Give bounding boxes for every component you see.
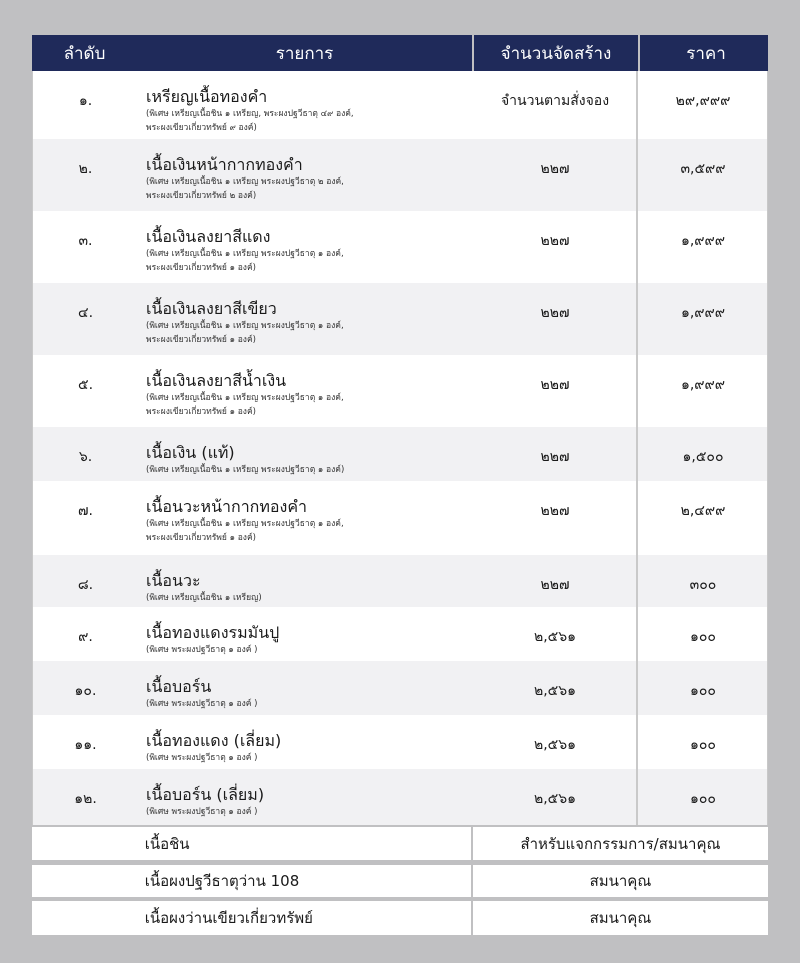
footer-row bbox=[32, 827, 768, 860]
item-note: (พิเศษ เหรียญเนื้อชิน ๑ เหรียญ พระผงปฐวีธาตุ ๑ องค์, bbox=[146, 321, 344, 331]
footer-item-value: สมนาคุณ bbox=[471, 865, 768, 897]
row-number: ๓. bbox=[78, 233, 93, 249]
row-item bbox=[138, 715, 473, 769]
item-name: เนื้อเงิน (แท้) bbox=[146, 443, 235, 462]
item-note: (พิเศษ เหรียญเนื้อชิน ๑ เหรียญ พระผงปฐวีธาตุ ๒ องค์, bbox=[146, 177, 344, 187]
item-note: พระผงเขียวเกี่ยวทรัพย์ ๑ องค์) bbox=[146, 533, 256, 543]
item-name: เนื้อบอร์น (เลี่ยม) bbox=[146, 785, 265, 804]
item-name: เนื้อนวะหน้ากากทองคำ bbox=[146, 497, 308, 516]
row-quantity: ๒๒๗ bbox=[540, 161, 570, 177]
row-quantity: จำนวนตามสั่งจอง bbox=[500, 93, 610, 109]
row-item bbox=[138, 427, 473, 481]
table-row bbox=[33, 355, 767, 427]
row-number: ๘. bbox=[77, 577, 94, 593]
header-quantity: จำนวนจัดสร้าง bbox=[472, 35, 638, 71]
item-note: พระผงเขียวเกี่ยวทรัพย์ ๑ องค์) bbox=[146, 407, 256, 417]
row-item bbox=[138, 283, 473, 355]
row-item bbox=[138, 355, 473, 427]
row-quantity: ๒,๕๖๑ bbox=[533, 629, 577, 645]
row-quantity: ๒๒๗ bbox=[540, 377, 570, 393]
table-row bbox=[33, 211, 767, 283]
row-price: ๑๐๐ bbox=[690, 629, 716, 645]
row-quantity: ๒,๕๖๑ bbox=[533, 683, 577, 699]
item-note: (พิเศษ เหรียญเนื้อชิน ๑ เหรียญ พระผงปฐวีธาตุ ๑ องค์, bbox=[146, 519, 344, 529]
row-number: ๑๒. bbox=[74, 791, 97, 807]
item-name: เนื้อเงินลงยาสีเขียว bbox=[146, 299, 277, 318]
row-item bbox=[138, 71, 473, 139]
row-number: ๑๑. bbox=[74, 737, 97, 753]
row-price: ๒,๔๙๙ bbox=[680, 503, 726, 519]
table-row bbox=[33, 427, 767, 481]
row-quantity: ๒,๕๖๑ bbox=[533, 791, 577, 807]
header-price: ราคา bbox=[638, 35, 772, 71]
footer-row bbox=[32, 901, 768, 935]
row-price: ๓๐๐ bbox=[689, 577, 717, 593]
table-row bbox=[33, 607, 767, 661]
row-price: ๑,๙๙๙ bbox=[680, 305, 726, 321]
table-row bbox=[33, 661, 767, 715]
row-price: ๑๐๐ bbox=[690, 791, 716, 807]
item-note: พระผงเขียวเกี่ยวทรัพย์ ๑ องค์) bbox=[146, 335, 256, 345]
column-divider bbox=[636, 71, 638, 825]
footer-row bbox=[32, 865, 768, 897]
row-quantity: ๒,๕๖๑ bbox=[533, 737, 577, 753]
row-number: ๙. bbox=[78, 629, 93, 645]
row-item bbox=[138, 769, 473, 825]
row-number: ๔. bbox=[77, 305, 94, 321]
item-note: พระผงเขียวเกี่ยวทรัพย์ ๑ องค์) bbox=[146, 263, 256, 273]
item-name: เนื้อนวะ bbox=[146, 571, 201, 590]
row-price: ๑,๙๙๙ bbox=[680, 233, 726, 249]
row-number: ๗. bbox=[78, 503, 93, 519]
footer-item-value: สมนาคุณ bbox=[471, 901, 768, 935]
row-item bbox=[138, 555, 473, 607]
row-number: ๖. bbox=[78, 449, 93, 465]
table-row bbox=[33, 481, 767, 555]
table-row bbox=[33, 283, 767, 355]
item-name: เนื้อเงินลงยาสีน้ำเงิน bbox=[146, 371, 287, 390]
row-item bbox=[138, 481, 473, 555]
item-note: พระผงเขียวเกี่ยวทรัพย์ ๒ องค์) bbox=[146, 191, 257, 201]
row-item bbox=[138, 661, 473, 715]
footer-item-value: สำหรับแจกกรรมการ/สมนาคุณ bbox=[471, 827, 768, 860]
row-quantity: ๒๒๗ bbox=[540, 305, 570, 321]
footer-item-name: เนื้อผงว่านเขียวเกี่ยวทรัพย์ bbox=[144, 909, 313, 927]
item-note: (พิเศษ เหรียญเนื้อชิน ๑ เหรียญ) bbox=[146, 593, 262, 603]
item-note: (พิเศษ เหรียญเนื้อชิน ๑ เหรียญ พระผงปฐวีธาตุ ๑ องค์, bbox=[146, 393, 344, 403]
price-table bbox=[32, 35, 768, 935]
table-header bbox=[32, 35, 768, 71]
row-quantity: ๒๒๗ bbox=[540, 233, 570, 249]
item-note: พระผงเขียวเกี่ยวทรัพย์ ๙ องค์) bbox=[146, 123, 257, 133]
row-quantity: ๒๒๗ bbox=[540, 503, 570, 519]
item-name: เนื้อทองแดง (เลี่ยม) bbox=[146, 731, 282, 750]
item-note: (พิเศษ เหรียญเนื้อชิน ๑ เหรียญ, พระผงปฐวีธาตุ ๔๙ องค์, bbox=[146, 109, 354, 119]
header-item: รายการ bbox=[275, 43, 334, 64]
table-row bbox=[33, 769, 767, 825]
row-number: ๕. bbox=[77, 377, 94, 393]
item-name: เนื้อเงินลงยาสีแดง bbox=[146, 227, 271, 246]
row-quantity: ๒๒๗ bbox=[540, 577, 570, 593]
item-note: (พิเศษ พระผงปฐวีธาตุ ๑ องค์ ) bbox=[146, 699, 258, 709]
row-price: ๒๙,๙๙๙ bbox=[675, 93, 731, 109]
table-row bbox=[33, 715, 767, 769]
item-note: (พิเศษ เหรียญเนื้อชิน ๑ เหรียญ พระผงปฐวีธาตุ ๑ องค์, bbox=[146, 249, 344, 259]
row-price: ๑๐๐ bbox=[690, 683, 716, 699]
item-note: (พิเศษ พระผงปฐวีธาตุ ๑ องค์ ) bbox=[146, 645, 258, 655]
item-name: เนื้อเงินหน้ากากทองคำ bbox=[146, 155, 303, 174]
row-price: ๑๐๐ bbox=[690, 737, 716, 753]
item-name: เหรียญเนื้อทองคำ bbox=[146, 87, 268, 106]
row-item bbox=[138, 607, 473, 661]
row-quantity: ๒๒๗ bbox=[540, 449, 570, 465]
row-item bbox=[138, 211, 473, 283]
row-price: ๓,๕๙๙ bbox=[680, 161, 726, 177]
item-note: (พิเศษ เหรียญเนื้อชิน ๑ เหรียญ พระผงปฐวีธาตุ ๑ องค์) bbox=[146, 465, 345, 475]
table-row bbox=[33, 71, 767, 139]
item-name: เนื้อบอร์น bbox=[146, 677, 212, 696]
header-order: ลำดับ bbox=[63, 43, 106, 64]
row-number: ๑. bbox=[78, 93, 93, 109]
row-number: ๒. bbox=[78, 161, 93, 177]
table-row bbox=[33, 139, 767, 211]
row-item bbox=[138, 139, 473, 211]
row-price: ๑,๙๙๙ bbox=[680, 377, 726, 393]
footer-item-name: เนื้อชิน bbox=[144, 834, 190, 853]
row-number: ๑๐. bbox=[74, 683, 97, 699]
table-row bbox=[33, 555, 767, 607]
item-note: (พิเศษ พระผงปฐวีธาตุ ๑ องค์ ) bbox=[146, 807, 258, 817]
footer-item-name: เนื้อผงปฐวีธาตุว่าน 108 bbox=[144, 872, 300, 890]
table-body bbox=[32, 71, 768, 825]
item-name: เนื้อทองแดงรมมันปู bbox=[146, 623, 280, 642]
row-price: ๑,๕๐๐ bbox=[682, 449, 724, 465]
item-note: (พิเศษ พระผงปฐวีธาตุ ๑ องค์ ) bbox=[146, 753, 258, 763]
